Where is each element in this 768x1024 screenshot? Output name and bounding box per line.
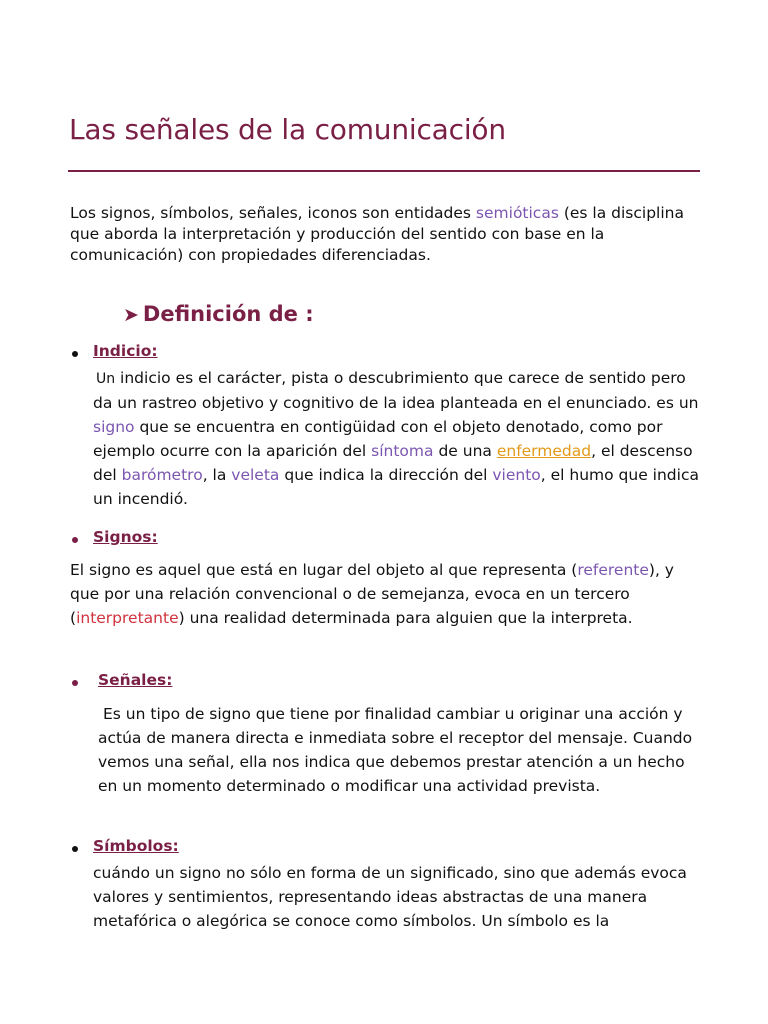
intro-paragraph [70, 203, 700, 266]
signos-text-1: El signo es aquel que está en lugar del objeto al que representa ( [70, 561, 578, 579]
indicio-text-8: , el humo que indica un incendió. [93, 466, 699, 508]
indicio-text-2: indicio es el carácter, pista o descubrimiento que carece de sentido pero da un rastreo objetivo y cognitivo de la idea planteada en el enunciado. es un [93, 369, 699, 412]
indicio-text-4: de una [433, 442, 497, 460]
link-veleta[interactable]: veleta [231, 466, 280, 484]
definition-heading-label: Definición de : [142, 302, 314, 326]
link-semioticas[interactable]: semióticas [475, 204, 559, 222]
indicio-text-5: , el descenso del [93, 442, 693, 484]
link-referente[interactable]: referente [577, 561, 649, 579]
term-signos: Signos: [93, 528, 158, 546]
indicio-paragraph [93, 366, 705, 511]
term-senales: Señales: [98, 671, 173, 689]
link-interpretante[interactable]: interpretante [76, 609, 179, 627]
intro-text-before: Los signos, símbolos, señales, iconos son entidades [70, 204, 476, 222]
indicio-text-1: Un [96, 371, 116, 387]
link-sintoma[interactable]: síntoma [371, 442, 434, 460]
bullet-icon [72, 537, 78, 543]
term-simbolos: Símbolos: [93, 837, 179, 855]
link-barometro[interactable]: barómetro [121, 466, 203, 484]
signos-text-3: ) una realidad determinada para alguien que la interpreta. [178, 609, 633, 627]
bullet-icon [72, 351, 78, 357]
bullet-icon [72, 846, 78, 852]
arrow-bullet-icon: ➤ [123, 304, 139, 326]
page-title: Las señales de la comunicación [69, 113, 506, 146]
bullet-icon [72, 680, 78, 686]
signos-paragraph [70, 558, 700, 630]
indicio-text-6: , la [202, 466, 232, 484]
term-indicio: Indicio: [93, 342, 158, 360]
indicio-text-3: que se encuentra en contigüidad con el objeto denotado, como por ejemplo ocurre con la aparición del [93, 418, 663, 460]
link-signo[interactable]: signo [93, 418, 135, 436]
simbolos-paragraph: cuándo un signo no sólo en forma de un significado, sino que además evoca valores y sentimientos, representando ideas abstractas de una manera metafórica o alegórica se conoce como símbolos. Un símbolo es la [93, 864, 687, 930]
signos-text-2: ), y que por una relación convencional o de semejanza, evoca en un tercero ( [70, 561, 674, 627]
definition-heading [123, 302, 314, 326]
link-viento[interactable]: viento [492, 466, 541, 484]
link-enfermedad[interactable]: enfermedad [496, 442, 592, 460]
title-divider [68, 170, 700, 172]
senales-paragraph: Es un tipo de signo que tiene por finalidad cambiar u originar una acción y actúa de manera directa e inmediata sobre el receptor del mensaje. Cuando vemos una señal, ella nos indica que debemos prestar atención a un hecho en un momento determinado o modificar una actividad prevista. [98, 705, 693, 795]
intro-text-after: (es la disciplina que aborda la interpretación y producción del sentido con base en la comunicación) con propiedades diferenciadas. [70, 204, 684, 264]
indicio-text-7: que indica la dirección del [279, 466, 493, 484]
